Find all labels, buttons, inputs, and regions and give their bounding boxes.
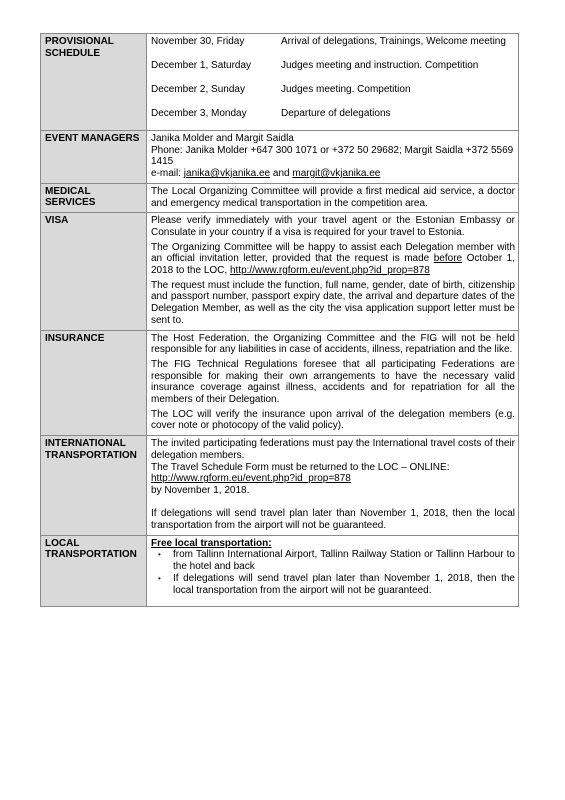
insurance-row: [41, 330, 519, 436]
bullet-icon: •: [158, 550, 161, 560]
label-line: EVENT MANAGERS: [45, 133, 140, 144]
schedule-item: [151, 60, 515, 84]
managers-row: [41, 131, 519, 184]
intl-deadline: by November 1, 2018.: [151, 484, 250, 496]
list-item-text: from Tallinn International Airport, Tallinn Railway Station or Tallinn Harbour to the hotel and back: [173, 549, 515, 573]
visa-paragraph: The request must include the function, full name, gender, date of birth, citizenship and passport number, passport expiry date, the arrival and departure dates of the Delegation Member, as well as the city the visa application support letter must be sent to.: [151, 279, 515, 326]
intl-paragraph: The invited participating federations must pay the International travel costs of their delegation members.: [151, 438, 515, 461]
intl-transport-content: [147, 436, 519, 536]
medical-label: [41, 183, 147, 212]
intl-paragraph: The Travel Schedule Form must be returned to the LOC – ONLINE:: [151, 461, 450, 473]
local-transport-content: [147, 535, 519, 607]
insurance-content: [147, 330, 519, 436]
visa-paragraph: [151, 242, 515, 277]
insurance-label: [41, 330, 147, 436]
event-info-table: [40, 33, 519, 607]
label-line: SCHEDULE: [45, 47, 101, 59]
label-line: TRANSPORTATION: [45, 549, 137, 561]
visa-text: October 1, 2018 to the LOC,: [151, 253, 516, 277]
medical-text: The Local Organizing Committee will provide a first medical aid service, a doctor and emergency medical transportation in the competition area.: [151, 185, 515, 209]
label-line: VISA: [45, 215, 69, 227]
schedule-date: December 2, Sunday: [151, 84, 245, 95]
schedule-date: November 30, Friday: [151, 36, 245, 47]
managers-names: Janika Molder and Margit Saidla: [151, 133, 294, 144]
visa-text: The Organizing Committee will be happy to assist each Delegation member with an official invitation letter, provided that the request is made: [151, 241, 515, 265]
email-prefix: e-mail:: [151, 168, 184, 180]
insurance-paragraph: The FIG Technical Regulations foresee that all participating Federations are responsible for making their own arrangements to have the necessary valid insurance coverage against illness, accidents and for repatriation for all the members of their Delegation.: [151, 358, 515, 406]
schedule-item: [151, 108, 515, 130]
travel-form-link[interactable]: http://www.rgform.eu/event.php?id_prop=878: [151, 473, 351, 485]
label-line: TRANSPORTATION: [45, 449, 137, 461]
insurance-paragraph: The Host Federation, the Organizing Committee and the FIG will not be held responsible for any liabilities in case of accidents, illness, repatriation and the like.: [151, 332, 515, 356]
visa-before: before: [433, 253, 463, 265]
label-line: MEDICAL: [45, 185, 91, 197]
medical-row: [41, 183, 519, 212]
visa-label: [41, 213, 147, 330]
schedule-event: Departure of delegations: [281, 108, 391, 119]
visa-paragraph: Please verify immediately with your travel agent or the Estonian Embassy or Consulate in your country if a visa is required for your travel to Estonia.: [151, 215, 515, 238]
schedule-date: December 3, Monday: [151, 108, 247, 119]
bullet-icon: •: [158, 573, 161, 583]
visa-content: [147, 213, 519, 330]
schedule-label: [41, 34, 147, 131]
email-link-janika[interactable]: janika@vkjanika.ee: [183, 168, 271, 180]
managers-label: [41, 131, 147, 184]
schedule-row: [41, 34, 519, 131]
label-line: LOCAL: [45, 537, 80, 549]
managers-phone: Phone: Janika Molder +647 300 1071 or +372 50 29682; Margit Saidla +372 5569 1415: [151, 144, 514, 168]
intl-transport-row: [41, 436, 519, 536]
label-line: SERVICES: [45, 197, 96, 209]
local-transport-label: [41, 535, 147, 607]
email-and: and: [270, 168, 293, 180]
intl-paragraph: If delegations will send travel plan later than November 1, 2018, then the local transportation from the airport will not be guaranteed.: [151, 508, 515, 532]
managers-content: [147, 131, 519, 184]
schedule-date: December 1, Saturday: [151, 60, 252, 71]
list-item: [151, 549, 515, 572]
list-item: [151, 573, 515, 596]
medical-content: [147, 183, 519, 212]
list-item-text: If delegations will send travel plan later than November 1, 2018, then the local transportation from the airport will not be guaranteed.: [173, 572, 515, 596]
visa-form-link[interactable]: http://www.rgform.eu/event.php?id_prop=878: [229, 265, 430, 277]
label-line: INTERNATIONAL: [45, 438, 126, 450]
managers-email: [151, 168, 515, 180]
email-link-margit[interactable]: margit@vkjanika.ee: [292, 168, 381, 180]
local-transport-list: [151, 549, 515, 596]
schedule-item: [151, 84, 515, 108]
label-line: INSURANCE: [45, 332, 105, 344]
schedule-event: Judges meeting and instruction. Competition: [281, 60, 479, 71]
label-line: PROVISIONAL: [45, 36, 114, 47]
schedule-item: [151, 36, 515, 60]
visa-row: [41, 213, 519, 330]
insurance-paragraph: The LOC will verify the insurance upon arrival of the delegation members (e.g. cover note or photocopy of the valid policy).: [151, 408, 515, 432]
schedule-event: Judges meeting. Competition: [281, 84, 411, 95]
intl-transport-label: [41, 436, 147, 536]
local-transport-title: Free local transportation:: [151, 537, 272, 549]
schedule-content: [147, 34, 519, 131]
schedule-event: Arrival of delegations, Trainings, Welcome meeting: [281, 36, 506, 47]
local-transport-row: [41, 535, 519, 607]
